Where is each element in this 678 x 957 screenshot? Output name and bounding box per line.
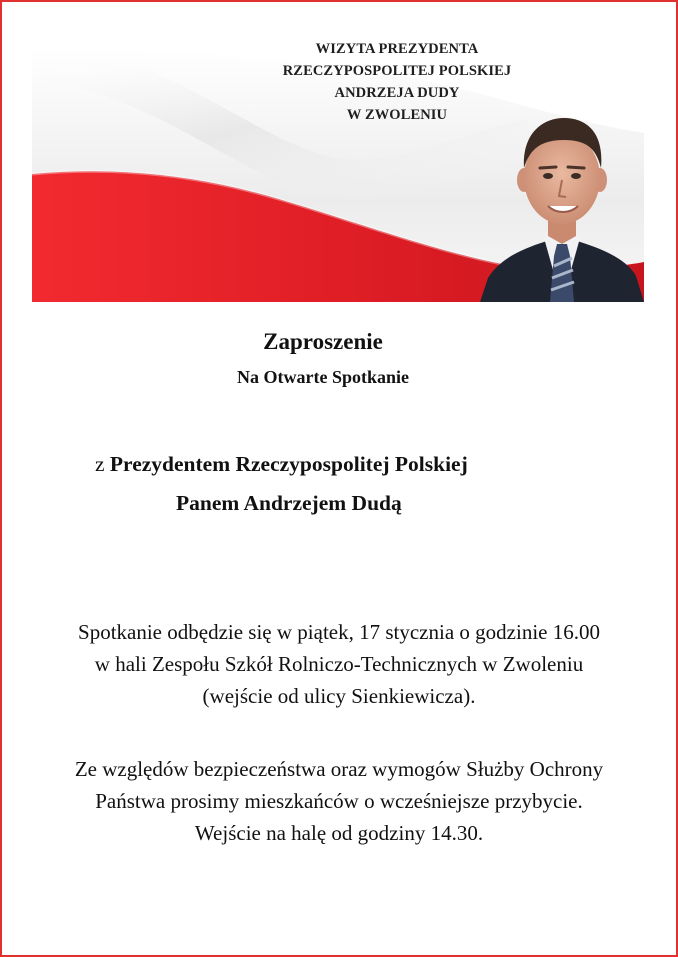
invitation-title: Zaproszenie xyxy=(263,329,383,354)
notice-line: Wejście na halę od godziny 14.30. xyxy=(194,821,484,845)
banner-title-line: W ZWOLENIU xyxy=(346,107,448,123)
details-line: Spotkanie odbędzie się w piątek, 17 stycznia o godzinie 16.00 xyxy=(78,620,600,644)
banner-title-line: ANDRZEJA DUDY xyxy=(334,85,460,101)
security-notice-paragraph xyxy=(0,753,678,849)
with-prefix: z xyxy=(95,452,110,476)
president-name: Panem Andrzejem Dudą xyxy=(176,491,402,515)
details-line: w hali Zespołu Szkół Rolniczo-Technicznych w Zwoleniu xyxy=(94,652,584,676)
notice-line: Ze względów bezpieczeństwa oraz wymogów Służby Ochrony xyxy=(74,757,604,781)
details-line: (wejście od ulicy Sienkiewicza). xyxy=(202,684,476,708)
with-person: Prezydentem Rzeczypospolitej Polskiej xyxy=(109,452,468,476)
notice-line: Państwa prosimy mieszkańców o wcześniejsze przybycie. xyxy=(95,789,583,813)
banner-title-line: RZECZYPOSPOLITEJ POLSKIEJ xyxy=(282,63,512,79)
banner-title-line: WIZYTA PREZYDENTA xyxy=(315,41,479,57)
invitation-with-line xyxy=(95,452,468,477)
header-banner xyxy=(32,38,644,302)
meeting-details-paragraph xyxy=(0,616,678,712)
invitation-subtitle: Na Otwarte Spotkanie xyxy=(237,367,409,387)
president-portrait xyxy=(480,98,644,302)
